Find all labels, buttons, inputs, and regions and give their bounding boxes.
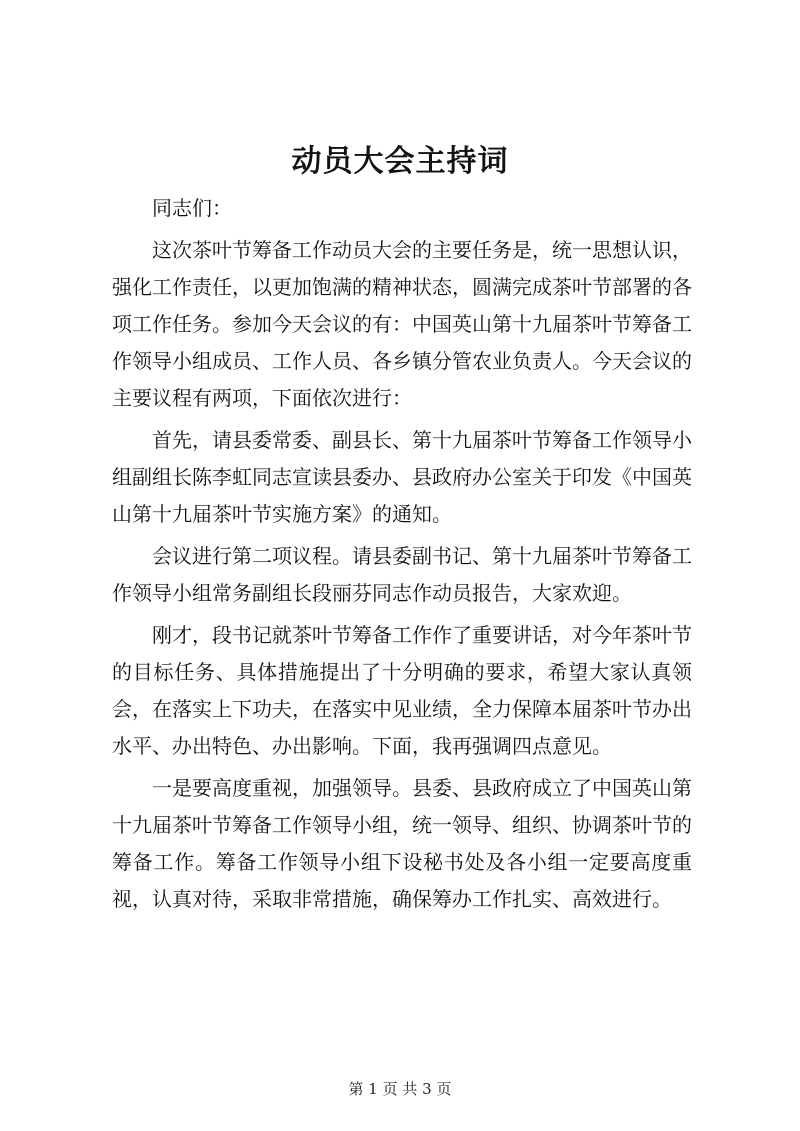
paragraph: 一是要高度重视，加强领导。县委、县政府成立了中国英山第十九届茶叶节筹备工作领导小组，统一领导、组织、协调茶叶节的筹备工作。筹备工作领导小组下设秘书处及各小组一定要高度重视，认真对待，采取非常措施，确保筹办工作扎实、高效进行。 [112, 776, 692, 911]
paragraph: 这次茶叶节筹备工作动员大会的主要任务是，统一思想认识，强化工作责任，以更加饱满的精神状态，圆满完成茶叶节部署的各项工作任务。参加今天会议的有：中国英山第十九届茶叶节筹备工作领导小组成员、工作人员、各乡镇分管农业负责人。今天会议的主要议程有两项，下面依次进行： [112, 238, 692, 410]
paragraph: 刚才，段书记就茶叶节筹备工作作了重要讲话，对今年茶叶节的目标任务、具体措施提出了十分明确的要求，希望大家认真领会，在落实上下功夫，在落实中见业绩，全力保障本届茶叶节办出水平、办出特色、办出影响。下面，我再强调四点意见。 [112, 623, 692, 758]
paragraph-salutation: 同志们： [152, 196, 232, 220]
document-title: 动员大会主持词 [291, 144, 509, 179]
paragraph: 首先，请县委常委、副县长、第十九届茶叶节筹备工作领导小组副组长陈李虹同志宣读县委办、县政府办公室关于印发《中国英山第十九届茶叶节实施方案》的通知。 [112, 428, 692, 526]
document-body [112, 190, 692, 923]
page-footer: 第 1 页 共 3 页 [348, 1080, 452, 1098]
paragraph: 会议进行第二项议程。请县委副书记、第十九届茶叶节筹备工作领导小组常务副组长段丽芬同志作动员报告，大家欢迎。 [112, 544, 692, 605]
